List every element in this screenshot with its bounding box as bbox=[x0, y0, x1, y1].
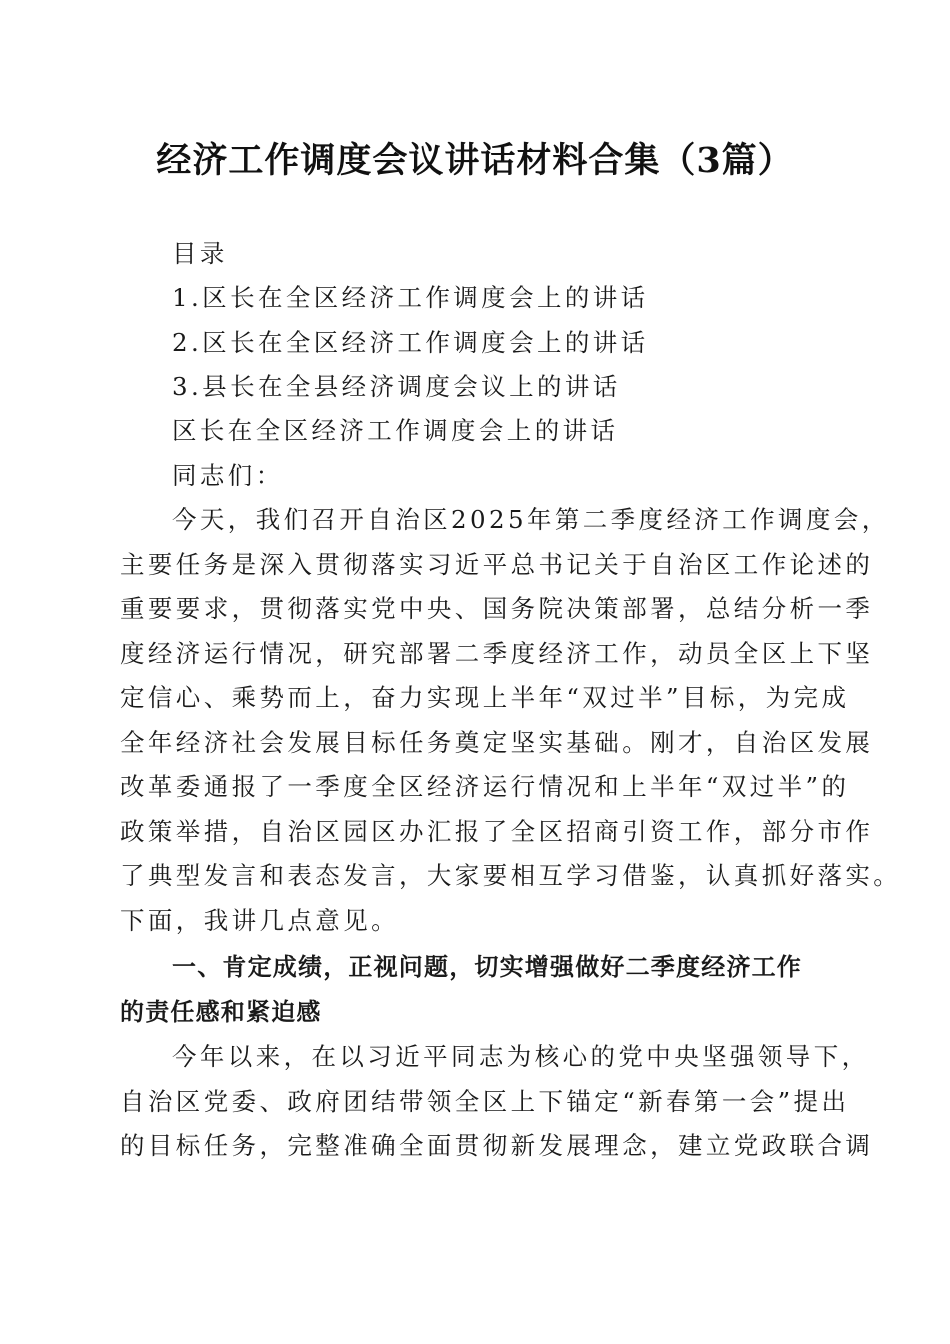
intro-line-5: 定信心、乘势而上，奋力实现上半年“双过半”目标，为完成 bbox=[120, 683, 850, 712]
speech-title: 区长在全区经济工作调度会上的讲话 bbox=[172, 416, 619, 445]
section-1-body-line-1: 今年以来，在以习近平同志为核心的党中央坚强领导下， bbox=[172, 1042, 870, 1071]
intro-line-1: 今天，我们召开自治区2025年第二季度经济工作调度会， bbox=[172, 505, 890, 534]
intro-line-3: 重要要求，贯彻落实党中央、国务院决策部署，总结分析一季 bbox=[120, 594, 874, 623]
section-1-body-line-2: 自治区党委、政府团结带领全区上下锚定“新春第一会”提出 bbox=[120, 1087, 850, 1116]
toc-item-2: 2.区长在全区经济工作调度会上的讲话 bbox=[172, 328, 649, 357]
document-title: 经济工作调度会议讲话材料合集（3篇） bbox=[156, 140, 794, 181]
intro-line-2: 主要任务是深入贯彻落实习近平总书记关于自治区工作论述的 bbox=[120, 550, 874, 579]
toc-heading: 目录 bbox=[172, 239, 228, 268]
section-1-heading-line-2: 的责任感和紧迫感 bbox=[120, 998, 322, 1026]
intro-line-9: 了典型发言和表态发言，大家要相互学习借鉴，认真抓好落实。 bbox=[120, 861, 902, 890]
intro-line-4: 度经济运行情况，研究部署二季度经济工作，动员全区上下坚 bbox=[120, 639, 874, 668]
intro-line-10: 下面，我讲几点意见。 bbox=[120, 906, 399, 935]
intro-line-7: 改革委通报了一季度全区经济运行情况和上半年“双过半”的 bbox=[120, 772, 850, 801]
intro-line-6: 全年经济社会发展目标任务奠定坚实基础。刚才，自治区发展 bbox=[120, 728, 874, 757]
salutation: 同志们： bbox=[172, 461, 284, 490]
section-1-heading-line-1: 一、肯定成绩，正视问题，切实增强做好二季度经济工作 bbox=[172, 953, 802, 981]
toc-item-1: 1.区长在全区经济工作调度会上的讲话 bbox=[172, 283, 649, 312]
intro-line-8: 政策举措，自治区园区办汇报了全区招商引资工作，部分市作 bbox=[120, 817, 874, 846]
toc-item-3: 3.县长在全县经济调度会议上的讲话 bbox=[172, 372, 621, 401]
section-1-body-line-3: 的目标任务，完整准确全面贯彻新发展理念，建立党政联合调 bbox=[120, 1131, 874, 1160]
